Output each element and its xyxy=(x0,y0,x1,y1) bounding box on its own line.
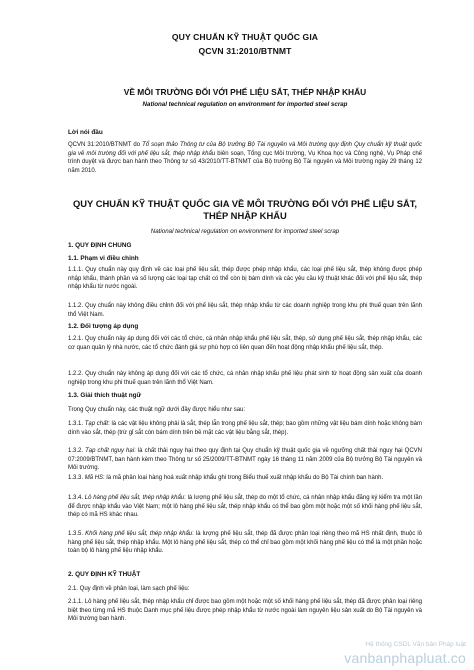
foreword-rest: biên soạn, Tổng cục Môi trường, Vụ Khoa học và Công nghệ, Vụ Pháp chế trình duyệt và được ban hành theo Thông tư số 43/2010/TT-BTNMT của Bộ trưởng Bộ Tài nguyên và Môi trường ngày 29 tháng 12 năm 2010. xyxy=(68,150,422,174)
p132-term: Tạp chất nguy hại xyxy=(85,448,135,454)
paragraph-2-1: 2.1. Quy định về phân loại, làm sạch phế liệu: xyxy=(68,586,190,592)
p132-num: 1.3.2. xyxy=(68,448,86,454)
paragraph-1-1-2: 1.1.2. Quy chuẩn này không điều chỉnh đối với phế liệu sắt, thép nhập khẩu từ các doanh nghiệp trong khu phi thuế quan trên lãnh thổ Việt Nam. xyxy=(68,303,422,318)
watermark-line2: vanbanphapluat.co xyxy=(344,650,466,666)
paragraph-1-3-5 xyxy=(68,530,422,556)
p133-term: Mã HS xyxy=(84,475,104,481)
section-1-1-heading: 1.1. Phạm vi điều chỉnh xyxy=(68,255,139,262)
foreword-prefix: QCVN 31:2010/BTNMT do xyxy=(68,142,143,148)
p131-term: Tạp chất xyxy=(84,421,109,427)
foreword-italic: Tổ soạn thảo Thông tư của Bộ trưởng Bộ Tài nguyên và Môi trường quy định Quy chuẩn kỹ thuật quốc gia về môi trường đối với phế liệu sắt, thép nhập khẩu xyxy=(68,142,423,157)
paragraph-1-3-2 xyxy=(68,447,422,473)
doc-subtitle: National technical regulation on environment for imported steel scrap xyxy=(142,101,348,108)
header-line1: QUY CHUẨN KỸ THUẬT QUỐC GIA xyxy=(171,32,319,42)
p135-num: 1.3.5. xyxy=(68,531,86,537)
main-subtitle: National technical regulation on environment for imported steel scrap xyxy=(150,228,340,235)
main-title-line1: QUY CHUẨN KỸ THUẬT QUỐC GIA VỀ MÔI TRƯỜNG ĐỐI VỚI PHẾ LIỆU SẮT, xyxy=(72,198,418,209)
paragraph-1-3-4 xyxy=(68,494,422,520)
p133-num: 1.3.3. xyxy=(68,475,85,481)
paragraph-2-1-1: 2.1.1. Lô hàng phế liệu sắt, thép nhập khẩu chỉ được bao gồm một hoặc một số khối hàng phế liệu sắt, thép đã được phân loại riêng biệt theo từng mã HS thuộc Danh mục phế liệu được phép nhập khẩu từ nước ngoài làm nguyên liệu sản xuất do Bộ Tài nguyên và Môi trường ban hành. xyxy=(68,599,422,623)
watermark-line1: Hệ thống CSDL Văn bản Pháp luật xyxy=(365,641,466,648)
p134-term: Lô hàng phế liệu sắt, thép nhập khẩu xyxy=(84,495,185,501)
foreword-heading: Lời nói đầu xyxy=(68,129,103,136)
doc-title: VỀ MÔI TRƯỜNG ĐỐI VỚI PHẾ LIỆU SẮT, THÉP NHẬP KHẨU xyxy=(123,87,367,97)
paragraph-1-3-intro: Trong Quy chuẩn này, các thuật ngữ dưới đây được hiểu như sau: xyxy=(68,407,246,413)
paragraph-1-3-3 xyxy=(68,474,422,483)
section-2-heading: 2. QUY ĐỊNH KỸ THUẬT xyxy=(68,571,141,578)
p135-term: Khối hàng phế liệu sắt, thép nhập khẩu xyxy=(85,531,193,537)
paragraph-1-1-1: 1.1.1. Quy chuẩn này quy định về các loại phế liệu sắt, thép được phép nhập khẩu, các loại phế liệu sắt, thép không được phép nhập khẩu, thành phần và số lượng các loại tạp chất có thể còn bị bám dính và các yêu cầu kỹ thuật khác đối với phế liệu sắt, thép nhập khẩu từ nước ngoài. xyxy=(68,267,422,291)
p134-num: 1.3.4. xyxy=(68,495,85,501)
p132-text: : là chất thải nguy hại theo quy định tại Quy chuẩn kỹ thuật quốc gia về ngưỡng chất thải nguy hại QCVN 07:2009/BTNMT, ban hành kèm theo Thông tư số 25/2009/TT-BTNMT ngày 16 tháng 11 năm 2009 của Bộ trưởng Bộ Tài nguyên và Môi trường. xyxy=(68,448,423,472)
foreword-paragraph xyxy=(68,141,422,175)
p134-text: : là lượng phế liệu sắt, thép do một tổ chức, cá nhân nhập khẩu đăng ký kiểm tra một lần để được nhập khẩu vào Việt Nam; một lô hàng phế liệu sắt, thép nhập khẩu có thể bao gồm một hoặc một số khối hàng phế liệu sắt, thép có mã HS khác nhau. xyxy=(68,495,423,519)
paragraph-1-2-1: 1.2.1. Quy chuẩn này áp dụng đối với các tổ chức, cá nhân nhập khẩu phế liệu sắt, thép, sử dụng phế liệu sắt, thép nhập khẩu, các cơ quan quản lý nhà nước, các tổ chức đánh giá sự phù hợp có liên quan đến hoạt động nhập khẩu phế liệu sắt, thép. xyxy=(68,336,422,351)
section-1-heading: 1. QUY ĐỊNH CHUNG xyxy=(68,242,132,249)
p133-text: : là mã phân loại hàng hoá xuất nhập khẩu ghi trong Biểu thuế xuất nhập khẩu do Bộ Tài chính ban hành. xyxy=(103,475,384,481)
p135-text: : là lượng phế liệu sắt, thép đã được phân loại riêng theo mã HS nhất định, thuộc lô hàng phế liệu sắt, thép nhập khẩu. Một lô hàng phế liệu sắt, thép có thể chỉ bao gồm một khối hàng phế liệu có thể là một phần hoặc toàn bộ lô hàng phế liệu nhập khẩu. xyxy=(68,531,423,555)
main-title-line2: THÉP NHẬP KHẨU xyxy=(203,210,287,221)
paragraph-1-2-2: 1.2.2. Quy chuẩn này không áp dụng đối với các tổ chức, cá nhân nhập khẩu phế liệu phát sinh từ hoạt động sản xuất của doanh nghiệp trong khu phi thuế quan trên lãnh thổ Việt Nam. xyxy=(68,371,422,386)
main-title xyxy=(68,198,422,222)
section-1-3-heading: 1.3. Giải thích thuật ngữ xyxy=(68,392,142,399)
header-line2: QCVN 31:2010/BTNMT xyxy=(198,46,292,56)
p131-num: 1.3.1. xyxy=(68,421,85,427)
paragraph-1-3-1 xyxy=(68,420,422,437)
section-1-2-heading: 1.2. Đối tượng áp dụng xyxy=(68,323,139,330)
p131-text: : là các vật liệu không phải là sắt, thép lẫn trong phế liệu sắt, thép; bao gồm những vật liệu bám dính hoặc không bám dính vào sắt, thép (trừ gỉ sắt còn bám dính trên bề mặt các vật liệu bằng sắt, thép). xyxy=(68,421,422,436)
